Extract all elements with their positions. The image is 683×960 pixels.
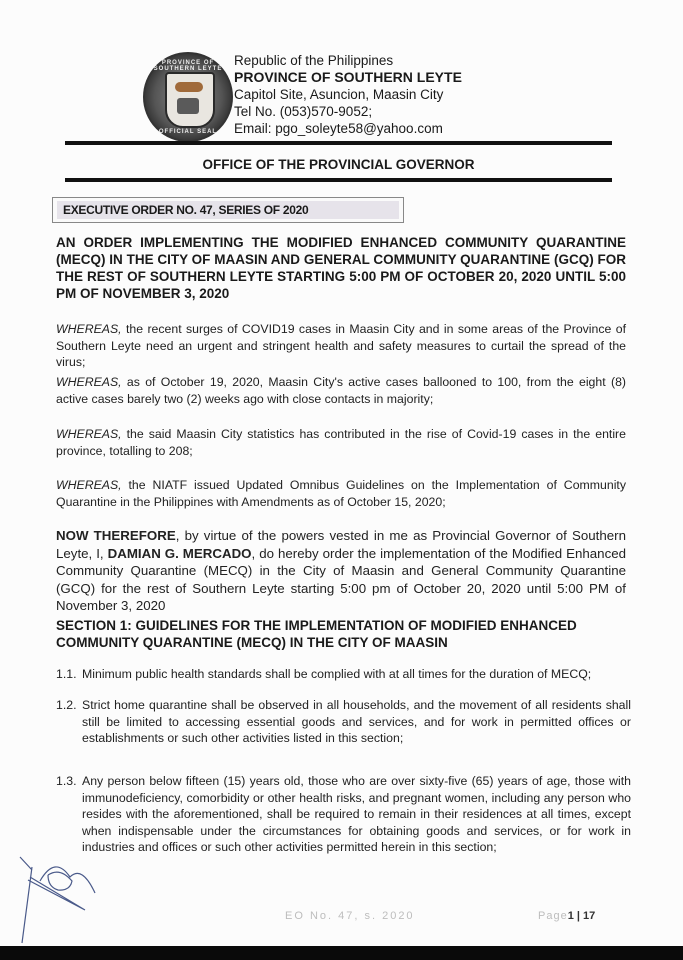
letterhead-address: Capitol Site, Asuncion, Maasin City bbox=[234, 87, 444, 102]
executive-order-label: EXECUTIVE ORDER NO. 47, SERIES OF 2020 bbox=[63, 203, 309, 217]
list-item bbox=[56, 697, 631, 747]
item-text: Strict home quarantine shall be observed in all households, and the movement of all residents shall still be limited to accessing essential goods and services, and for work in permitted offices or establishments or such other activities listed in this section; bbox=[82, 698, 631, 745]
now-therefore-clause bbox=[56, 527, 626, 615]
whereas-lead: WHEREAS, bbox=[56, 478, 122, 492]
now-therefore-text: , do hereby order the implementation of the Modified Enhanced Community Quarantine (MECQ) in the City of Maasin and General Community Quarantine (GCQ) for the rest of Southern Leyte starting 5:00 pm of October 20, 2020 until 5:00 PM of November 3, 2020 bbox=[56, 545, 627, 613]
office-title: OFFICE OF THE PROVINCIAL GOVERNOR bbox=[202, 157, 475, 172]
whereas-lead: WHEREAS, bbox=[56, 375, 122, 389]
executive-order-label-box bbox=[52, 197, 404, 223]
now-therefore-text: , by virtue of the powers vested in me as Provincial Governor of Southern Leyte, I, bbox=[56, 528, 626, 561]
whereas-text: as of October 19, 2020, Maasin City's active cases ballooned to 100, from the eight (8) active cases barely two (2) weeks ago with close contacts in majority; bbox=[56, 375, 626, 406]
footer-page-number bbox=[538, 910, 595, 922]
letterhead-republic: Republic of the Philippines bbox=[234, 53, 394, 68]
item-number: 1.3. bbox=[56, 774, 77, 788]
item-text: Minimum public health standards shall be complied with at all times for the duration of MECQ; bbox=[82, 667, 592, 681]
official-seal-icon bbox=[143, 52, 233, 142]
letterhead-province: PROVINCE OF SOUTHERN LEYTE bbox=[234, 69, 462, 85]
header-rule-top bbox=[65, 141, 612, 145]
page-current: 1 bbox=[567, 910, 574, 922]
page-separator: | bbox=[573, 910, 584, 922]
whereas-clause-1 bbox=[56, 321, 626, 371]
item-text: Any person below fifteen (15) years old, those who are over sixty-five (65) years of age, those with immunodeficiency, comorbidity or other health risks, and pregnant women, including any person who resides with the aforementioned, shall be required to remain in their residences at all times, except when indispensable under the circumstances for obtaining goods and services, or for work in industries and offices or such other activities permitted herein in this section; bbox=[82, 774, 631, 854]
section-1-heading: SECTION 1: GUIDELINES FOR THE IMPLEMENTATION OF MODIFIED ENHANCED COMMUNITY QUARANTINE (MECQ) IN THE CITY OF MAASIN bbox=[56, 618, 577, 650]
seal-top-text: PROVINCE OF SOUTHERN LEYTE bbox=[153, 60, 223, 72]
footer-eo-reference: EO No. 47, s. 2020 bbox=[285, 910, 415, 922]
whereas-lead: WHEREAS, bbox=[56, 427, 122, 441]
whereas-clause-4 bbox=[56, 477, 626, 510]
order-title: AN ORDER IMPLEMENTING THE MODIFIED ENHANCED COMMUNITY QUARANTINE (MECQ) IN THE CITY OF MAASIN AND GENERAL COMMUNITY QUARANTINE (GCQ) FOR THE REST OF SOUTHERN LEYTE STARTING 5:00 PM OF OCTOBER 20, 2020 UNTIL 5:00 PM OF NOVEMBER 3, 2020 bbox=[56, 235, 626, 301]
signature-icon bbox=[10, 855, 100, 945]
seal-bottom-text: OFFICIAL SEAL bbox=[158, 129, 218, 135]
letterhead-tel: Tel No. (053)570-9052; bbox=[234, 104, 373, 119]
whereas-text: the said Maasin City statistics has contributed in the rise of Covid-19 cases in the entire province, totalling to 208; bbox=[56, 427, 626, 458]
whereas-clause-2 bbox=[56, 374, 626, 407]
whereas-text: the recent surges of COVID19 cases in Maasin City and in some areas of the Province of Southern Leyte need an urgent and stringent health and safety measures to curtail the spread of the virus; bbox=[56, 322, 626, 369]
list-item bbox=[56, 773, 631, 856]
item-number: 1.1. bbox=[56, 667, 77, 681]
bottom-edge-bar bbox=[0, 946, 683, 960]
whereas-lead: WHEREAS, bbox=[56, 322, 122, 336]
whereas-clause-3 bbox=[56, 426, 626, 459]
letterhead bbox=[234, 52, 462, 137]
item-number: 1.2. bbox=[56, 698, 77, 712]
header-rule-bottom bbox=[65, 178, 612, 182]
page-total: 17 bbox=[583, 910, 596, 922]
list-item bbox=[56, 666, 631, 683]
letterhead-email: Email: pgo_soleyte58@yahoo.com bbox=[234, 121, 443, 136]
now-therefore-lead: NOW THEREFORE bbox=[56, 528, 176, 543]
whereas-text: the NIATF issued Updated Omnibus Guidelines on the Implementation of Community Quarantine in the Philippines with Amendments as of October 15, 2020; bbox=[56, 478, 626, 509]
page-word: Page bbox=[538, 910, 568, 922]
governor-name: DAMIAN G. MERCADO bbox=[107, 545, 252, 561]
